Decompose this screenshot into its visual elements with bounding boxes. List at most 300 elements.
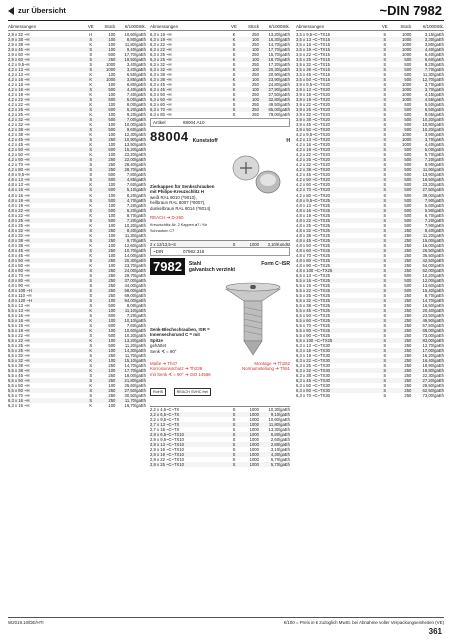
- table-cell: 2,60/gaEh: [270, 437, 290, 443]
- table-cell: 2,2 x 6,5~C~TX: [150, 412, 180, 418]
- table-cell: 11,10/gaEh: [124, 307, 146, 313]
- table-cell: 2,9 x 60 ~H: [8, 57, 30, 63]
- table-cell: 250: [251, 102, 259, 108]
- table-cell: S: [383, 378, 387, 384]
- table-cell: 26,40/gaEh: [124, 162, 146, 168]
- table-cell: S: [383, 97, 387, 103]
- table-cell: S: [383, 312, 387, 318]
- table-cell: S: [383, 267, 387, 273]
- table-cell: 20,90/gaEh: [268, 72, 290, 78]
- table-cell: 2,9 x 38 ~H: [8, 42, 30, 48]
- table-cell: 6,3 x 50 ~H: [150, 97, 172, 103]
- table-cell: 250: [404, 347, 412, 353]
- table-cell: 58,00/gaEh: [124, 287, 146, 293]
- table-cell: 250: [108, 378, 116, 384]
- iso-link[interactable]: mit Senk ∢ = 90° ➔ ISO 14586: [150, 371, 211, 377]
- table-cell: K: [89, 92, 93, 98]
- table-cell: 8,65/gaEh: [424, 112, 444, 118]
- table-cell: S: [89, 37, 93, 43]
- table-cell: 3,9 x 9,5~C~TX20: [296, 82, 330, 88]
- table-cell: S: [232, 107, 236, 113]
- table-cell: 94,00/gaEh: [124, 297, 146, 303]
- table-cell: K: [232, 37, 236, 43]
- table-cell: S: [89, 312, 93, 318]
- table-cell: 5,5 x 38 ~H: [8, 363, 30, 369]
- table-cell: 3,5 x 50 ~C~TX15: [296, 77, 330, 83]
- table-cell: 4,8 x 45 ~C~TX25: [296, 237, 330, 243]
- table-cell: 27,50/gaEh: [124, 388, 146, 394]
- table-cell: 5,5 x 25 ~H: [8, 342, 30, 348]
- table-cell: 28,70/gaEh: [124, 167, 146, 173]
- table-cell: 500: [108, 312, 116, 318]
- table-cell: 11,80/gaEh: [268, 422, 290, 428]
- table-cell: 16,30/gaEh: [268, 37, 290, 43]
- table-cell: 2,7 x 13 ~C~TX: [150, 422, 180, 428]
- table-cell: 17,00/gaEh: [422, 347, 444, 353]
- table-cell: 250: [108, 267, 116, 273]
- dimensions-link[interactable]: Maße ➔ Th47: [150, 361, 178, 366]
- table-cell: 8,70/gaEh: [126, 212, 146, 218]
- table-cell: K: [89, 262, 93, 268]
- table-cell: 7,40/gaEh: [126, 92, 146, 98]
- table-cell: S: [383, 388, 387, 394]
- table-cell: 4,8 x 60 ~C~TX25: [296, 247, 330, 253]
- table-cell: 500: [404, 62, 412, 68]
- table-cell: 500: [404, 157, 412, 163]
- table-cell: 1000: [249, 452, 259, 458]
- table-cell: 25,60/gaEh: [124, 383, 146, 389]
- table-cell: 5,5 x 19 ~C~TX25: [296, 282, 330, 288]
- table-cell: 44,00/gaEh: [124, 282, 146, 288]
- table-cell: 14,30/gaEh: [124, 347, 146, 353]
- table-cell: 500: [404, 112, 412, 118]
- table-cell: 250: [108, 162, 116, 168]
- table-cell: 500: [404, 202, 412, 208]
- table-cell: 6,3 x 19 ~C~TX30: [296, 353, 330, 358]
- table-header: Abmessungen VE Stück €/1000Stk.: [150, 24, 290, 29]
- table-cell: 100: [108, 72, 116, 78]
- table-cell: 3,70/gaEh: [424, 87, 444, 93]
- table-cell: 1000: [249, 442, 259, 448]
- table-cell: 2,2 x 9,5~C~TX: [150, 417, 180, 423]
- table-cell: S: [232, 437, 236, 443]
- table-cell: 3,40/gaEh: [126, 67, 146, 73]
- table-cell: 4,2 x 19 ~H: [8, 92, 30, 98]
- table-cell: 100: [108, 132, 116, 138]
- table-cell: 4,2 x 80 ~C~TX20: [296, 192, 330, 198]
- table-cell: 3,85/gaEh: [126, 77, 146, 83]
- table-cell: S: [383, 197, 387, 203]
- table-cell: 4,8 x 50 ~H: [8, 262, 30, 268]
- table-cell: 12,70/gaEh: [422, 77, 444, 83]
- table-cell: 10,10/gaEh: [124, 317, 146, 323]
- table-cell: S: [89, 177, 93, 183]
- table-cell: 500: [404, 72, 412, 78]
- table-cell: 250: [404, 368, 412, 374]
- table-cell: 500: [404, 212, 412, 218]
- table-cell: 500: [404, 217, 412, 223]
- table-row: [296, 393, 444, 398]
- table-cell: 6,3 x 60 ~C~TX30: [296, 388, 330, 394]
- table-cell: S: [383, 297, 387, 303]
- table-cell: S: [232, 427, 236, 433]
- table-cell: 4,8 x 70 ~C~TX25: [296, 252, 330, 258]
- table-cell: 6,70/gaEh: [424, 212, 444, 218]
- table-cell: 8,80/gaEh: [126, 37, 146, 43]
- table-cell: 250: [251, 62, 259, 68]
- table-cell: 5,5 x 45 ~H: [8, 373, 30, 379]
- table-cell: S: [383, 232, 387, 238]
- table-cell: 6,3 x 25 ~H: [150, 52, 172, 58]
- table-cell: S: [383, 368, 387, 374]
- table-cell: K: [89, 307, 93, 313]
- table-cell: 1000: [249, 407, 259, 413]
- table-cell: 11,20/gaEh: [124, 342, 146, 348]
- table-cell: 10,70/gaEh: [124, 247, 146, 253]
- table-cell: 5,5 x 19 ~H: [8, 322, 30, 328]
- table-cell: S: [383, 132, 387, 138]
- table-cell: 100: [108, 347, 116, 353]
- table-cell: S: [383, 182, 387, 188]
- table-cell: 500: [108, 87, 116, 93]
- table-cell: 23,90/gaEh: [268, 77, 290, 83]
- table-cell: 4,2 x 16 ~H: [8, 87, 30, 93]
- table-cell: 2,2 x 4,5~C~TX: [150, 407, 180, 413]
- table-cell: 4,2 x 45 ~C~TX20: [296, 172, 330, 178]
- table-cell: 500: [404, 77, 412, 83]
- table-cell: S: [232, 447, 236, 453]
- table-cell: 3,9 x 16 ~C~TX20: [296, 92, 330, 98]
- table-cell: 20,30/gaEh: [124, 257, 146, 263]
- table-cell: 5,70/gaEh: [270, 462, 290, 468]
- table-cell: 250: [404, 292, 412, 298]
- table-cell: 65,00/gaEh: [268, 107, 290, 113]
- table-cell: 1000: [402, 97, 412, 103]
- table-cell: K: [89, 317, 93, 323]
- table-cell: 6,3 x 80 ~H: [150, 112, 172, 118]
- table-cell: K: [89, 252, 93, 258]
- table-cell: S: [383, 342, 387, 348]
- back-to-overview-link[interactable]: [8, 6, 66, 15]
- table-cell: 4,2 x 22 ~H: [8, 102, 30, 108]
- table-cell: 100: [108, 327, 116, 333]
- table-cell: 5,5 x 19 ~H: [8, 327, 30, 333]
- table-cell: 5,5 x 38 ~H: [8, 368, 30, 374]
- header-divider: [8, 20, 444, 21]
- table-cell: 500: [108, 172, 116, 178]
- table-cell: 500: [404, 182, 412, 188]
- table-cell: 10,30/gaEh: [268, 407, 290, 413]
- table-cell: 100: [108, 112, 116, 118]
- table-cell: 250: [404, 327, 412, 333]
- table-cell: 4,8 x 110 ~H: [8, 292, 32, 298]
- table-cell: S: [89, 147, 93, 153]
- table-cell: 500: [108, 342, 116, 348]
- table-cell: 250: [108, 282, 116, 288]
- table-cell: 1000: [249, 422, 259, 428]
- corrosion-link[interactable]: Korrosionsschutz ➔ Th238: [150, 366, 203, 372]
- table-cell: 500: [108, 107, 116, 113]
- table-cell: 5,40/gaEh: [424, 52, 444, 58]
- page-title: ~DIN 7982: [379, 3, 442, 18]
- table-cell: 6,3 x 19 ~H: [150, 37, 172, 43]
- table-cell: 250: [404, 297, 412, 303]
- table-cell: 5,5 x 13 ~H: [8, 302, 30, 308]
- table-cell: 4,8 x 25 ~H: [8, 222, 30, 228]
- table-cell: 22,30/gaEh: [422, 373, 444, 379]
- table-cell: 4,2 x 32 ~H: [8, 122, 30, 128]
- table-cell: 4,8 x 22 ~H: [8, 207, 30, 213]
- table-cell: 6,50/gaEh: [126, 72, 146, 78]
- table-cell: S: [383, 47, 387, 53]
- table-cell: 500: [404, 192, 412, 198]
- table-cell: 5,5 x 22 ~C~TX25: [296, 287, 330, 293]
- compliance-badges: [150, 380, 290, 398]
- table-cell: S: [383, 257, 387, 263]
- table-cell: 250: [404, 393, 412, 399]
- table-cell: 500: [404, 207, 412, 213]
- table-cell: 500: [108, 332, 116, 338]
- table-cell: 17,70/gaEh: [124, 368, 146, 374]
- table-cell: 250: [404, 242, 412, 248]
- table-cell: 1000: [249, 437, 259, 443]
- table-column-2: [150, 24, 290, 117]
- table-cell: 4,8 x 16 ~C~TX25: [296, 207, 330, 213]
- table-cell: 4,55/gaEh: [424, 97, 444, 103]
- table-cell: 4,8 x 70 ~H: [8, 272, 30, 278]
- table-cell: 100: [108, 37, 116, 43]
- table-column-1: [8, 24, 146, 408]
- table-row: [150, 462, 290, 467]
- table-cell: S: [383, 142, 387, 148]
- reach-link[interactable]: REACH ➔ D-260: [150, 215, 184, 221]
- table-cell: 3,10/gaEh: [270, 447, 290, 453]
- table-header: Abmessungen VE Stück €/1000Stk.: [296, 24, 444, 29]
- table-cell: 1000: [402, 42, 412, 48]
- product-title-row: [150, 258, 290, 275]
- table-cell: 54,00/gaEh: [422, 262, 444, 268]
- table-cell: S: [232, 407, 236, 413]
- table-cell: 100: [108, 142, 116, 148]
- table-cell: S: [89, 388, 93, 394]
- table-cell: 1000: [402, 92, 412, 98]
- table-cell: S: [383, 252, 387, 258]
- table-cell: S: [89, 292, 93, 298]
- table-cell: 250: [404, 267, 412, 273]
- table-cell: S: [89, 117, 93, 123]
- table-cell: 4,2 x 45 ~H: [8, 137, 30, 143]
- table-cell: S: [383, 87, 387, 93]
- table-cell: S: [89, 207, 93, 213]
- norm-link[interactable]: Normumstellung ➔ Th51: [241, 366, 290, 372]
- table-cell: 100: [251, 87, 259, 93]
- table-cell: 11,30/gaEh: [124, 232, 146, 238]
- table-cell: 250: [404, 332, 412, 338]
- table-cell: S: [89, 137, 93, 143]
- table-cell: 4,2 x 50 ~C~TX20: [296, 177, 330, 183]
- product-material-info: Stahl Form C~ISR galvanisch verzinkt: [188, 260, 290, 273]
- table-cell: 17,20/gaEh: [268, 62, 290, 68]
- table-cell: 500: [404, 187, 412, 193]
- table-cell: K: [89, 102, 93, 108]
- table-cell: S: [89, 217, 93, 223]
- table-cell: 3,5 x 13 ~C~TX15: [296, 37, 330, 43]
- table-cell: 250: [404, 252, 412, 258]
- table-cell: 250: [251, 42, 259, 48]
- table-cell: S: [89, 172, 93, 178]
- table-cell: 15,20/gaEh: [124, 147, 146, 153]
- table-cell: 250: [108, 137, 116, 143]
- table-cell: 3,5 x 22 ~C~TX15: [296, 52, 330, 58]
- table-cell: 500: [108, 207, 116, 213]
- table-cell: S: [383, 227, 387, 233]
- table-rows: [150, 406, 290, 467]
- table-cell: K: [232, 97, 236, 103]
- table-cell: 250: [108, 388, 116, 394]
- table-cell: 11,80/gaEh: [124, 42, 146, 48]
- table-cell: S: [383, 52, 387, 58]
- table-cell: 100: [108, 212, 116, 218]
- table-cell: K: [89, 202, 93, 208]
- assembly-link[interactable]: Montage ➔ Th252: [254, 361, 290, 366]
- table-cell: 69,00/gaEh: [124, 292, 146, 298]
- table-cell: K: [89, 182, 93, 188]
- table-cell: 6,3 x 19 ~H: [150, 32, 172, 37]
- table-cell: 500: [404, 177, 412, 183]
- table-cell: 4,2 x 38 ~H: [8, 132, 30, 138]
- table-cell: 100: [108, 242, 116, 248]
- table-cell: 100: [108, 403, 116, 409]
- table-cell: 250: [404, 247, 412, 253]
- table-cell: 5,90/gaEh: [424, 207, 444, 213]
- table-cell: S: [89, 342, 93, 348]
- table-cell: K: [89, 403, 93, 409]
- table-cell: S: [89, 127, 93, 133]
- table-cell: 1000: [249, 427, 259, 433]
- countersunk-screw-image-icon: [218, 279, 288, 357]
- table-cell: 14,70/gaEh: [268, 42, 290, 48]
- product-description: Senk-Blechschrauben, ISR = Innensechsrund C = mit Spitze gehärtet Senk ∢ = 90°: [150, 327, 210, 354]
- table-cell: 2,9 x 25 ~C~TX10: [150, 462, 184, 468]
- table-cell: 100: [251, 77, 259, 83]
- table-cell: 4,8 x 16 ~H: [8, 192, 30, 198]
- table-cell: 4,8 x 100 ~C~TX25: [296, 267, 333, 273]
- table-cell: 2,9 x 22 ~C~TX10: [150, 457, 184, 463]
- table-cell: 10,60/gaEh: [268, 417, 290, 423]
- table-cell: S: [383, 217, 387, 223]
- table-cell: 500: [108, 117, 116, 123]
- table-cell: 16,50/gaEh: [422, 177, 444, 183]
- table-cell: S: [383, 347, 387, 353]
- table-cell: 500: [108, 52, 116, 58]
- table-cell: S: [232, 42, 236, 48]
- table-cell: 4,8 x 80 ~H: [8, 277, 30, 283]
- table-rows: [150, 32, 290, 117]
- table-cell: 12,00/gaEh: [422, 277, 444, 283]
- table-cell: S: [89, 378, 93, 384]
- table-cell: 4,2 x 9,5~H: [8, 62, 30, 68]
- table-cell: 5,5 x 25 ~C~TX25: [296, 292, 330, 298]
- table-cell: 250: [404, 317, 412, 323]
- table-cell: 7,70/gaEh: [424, 67, 444, 73]
- table-cell: 5,70/gaEh: [424, 152, 444, 158]
- table-cell: S: [232, 432, 236, 438]
- table-cell: 500: [404, 162, 412, 168]
- table-cell: 500: [404, 147, 412, 153]
- table-cell: 4,2 x 45 ~H: [8, 142, 30, 148]
- table-cell: 500: [108, 177, 116, 183]
- table-cell: 24,80/gaEh: [268, 82, 290, 88]
- table-cell: 4,8 x 90 ~H: [8, 282, 30, 288]
- table-cell: 6,3 x 60 ~H: [150, 102, 172, 108]
- article-line: Artikel 88004 A10: [150, 118, 290, 127]
- table-cell: 1000: [402, 137, 412, 143]
- table-cell: 4,8 x 32 ~H: [8, 227, 30, 233]
- table-cell: 5,5 x 80 ~C~TX25: [296, 327, 330, 333]
- table-cell: S: [232, 62, 236, 68]
- table-cell: 6,3 x 70 ~H: [150, 107, 172, 113]
- table-cell: 100: [108, 368, 116, 374]
- table-cell: 7,90/gaEh: [424, 197, 444, 203]
- product-code-badge: 7982: [150, 258, 185, 275]
- table-cell: 100: [251, 57, 259, 63]
- table-cell: 3,9 x 50 ~C~TX20: [296, 127, 330, 133]
- table-cell: S: [89, 373, 93, 379]
- table-cell: 3,5 x 45 ~C~TX15: [296, 72, 330, 78]
- table-cell: S: [383, 77, 387, 83]
- table-cell: 4,2 x 16 ~C~TX20: [296, 142, 330, 148]
- table-cell: S: [89, 398, 93, 404]
- table-cell: S: [383, 363, 387, 369]
- table-cell: S: [89, 353, 93, 358]
- table-cell: S: [89, 393, 93, 399]
- table-cell: 2,9 x 13 ~C~TX10: [150, 442, 184, 448]
- table-cell: 250: [108, 277, 116, 283]
- table-cell: 3,90/gaEh: [424, 132, 444, 138]
- table-cell: 6,3 x 32 ~C~TX30: [296, 368, 330, 374]
- table-cell: 21,80/gaEh: [124, 378, 146, 384]
- table-cell: S: [89, 272, 93, 278]
- table-cell: 2,9 x 32 ~H: [8, 32, 30, 37]
- table-cell: S: [383, 72, 387, 78]
- table-cell: 5,70/gaEh: [270, 457, 290, 463]
- table-cell: 5,5 x 90 ~C~TX25: [296, 332, 330, 338]
- table-cell: 15,40/gaEh: [422, 287, 444, 293]
- product-block-7982: [150, 247, 290, 467]
- table-cell: 20,30/gaEh: [268, 67, 290, 73]
- table-cell: 15,00/gaEh: [422, 237, 444, 243]
- table-cell: 73,00/gaEh: [422, 393, 444, 399]
- table-cell: K: [89, 122, 93, 128]
- table-cell: S: [383, 102, 387, 108]
- footer-right: €/100 = Preis in € zuzüglich MwSt. bei Abnahme voller Verpackungseinheiten (VE): [283, 620, 444, 625]
- table-cell: 3,40/gaEh: [126, 62, 146, 68]
- table-cell: 5,50/gaEh: [424, 102, 444, 108]
- table-cell: 5,5 x 32 ~H: [8, 358, 30, 364]
- table-cell: 500: [108, 217, 116, 223]
- table-cell: 3,5 x 25 ~C~TX15: [296, 57, 330, 63]
- table-cell: S: [89, 363, 93, 369]
- table-cell: 1000: [402, 47, 412, 53]
- table-cell: S: [383, 302, 387, 308]
- table-cell: 4,8 x 32 ~C~TX25: [296, 227, 330, 233]
- table-cell: 62,50/gaEh: [422, 388, 444, 394]
- table-cell: 500: [404, 102, 412, 108]
- table-cell: 250: [404, 227, 412, 233]
- table-cell: 6,3 x 32 ~H: [150, 67, 172, 73]
- table-cell: 500: [108, 197, 116, 203]
- table-cell: 100: [108, 42, 116, 48]
